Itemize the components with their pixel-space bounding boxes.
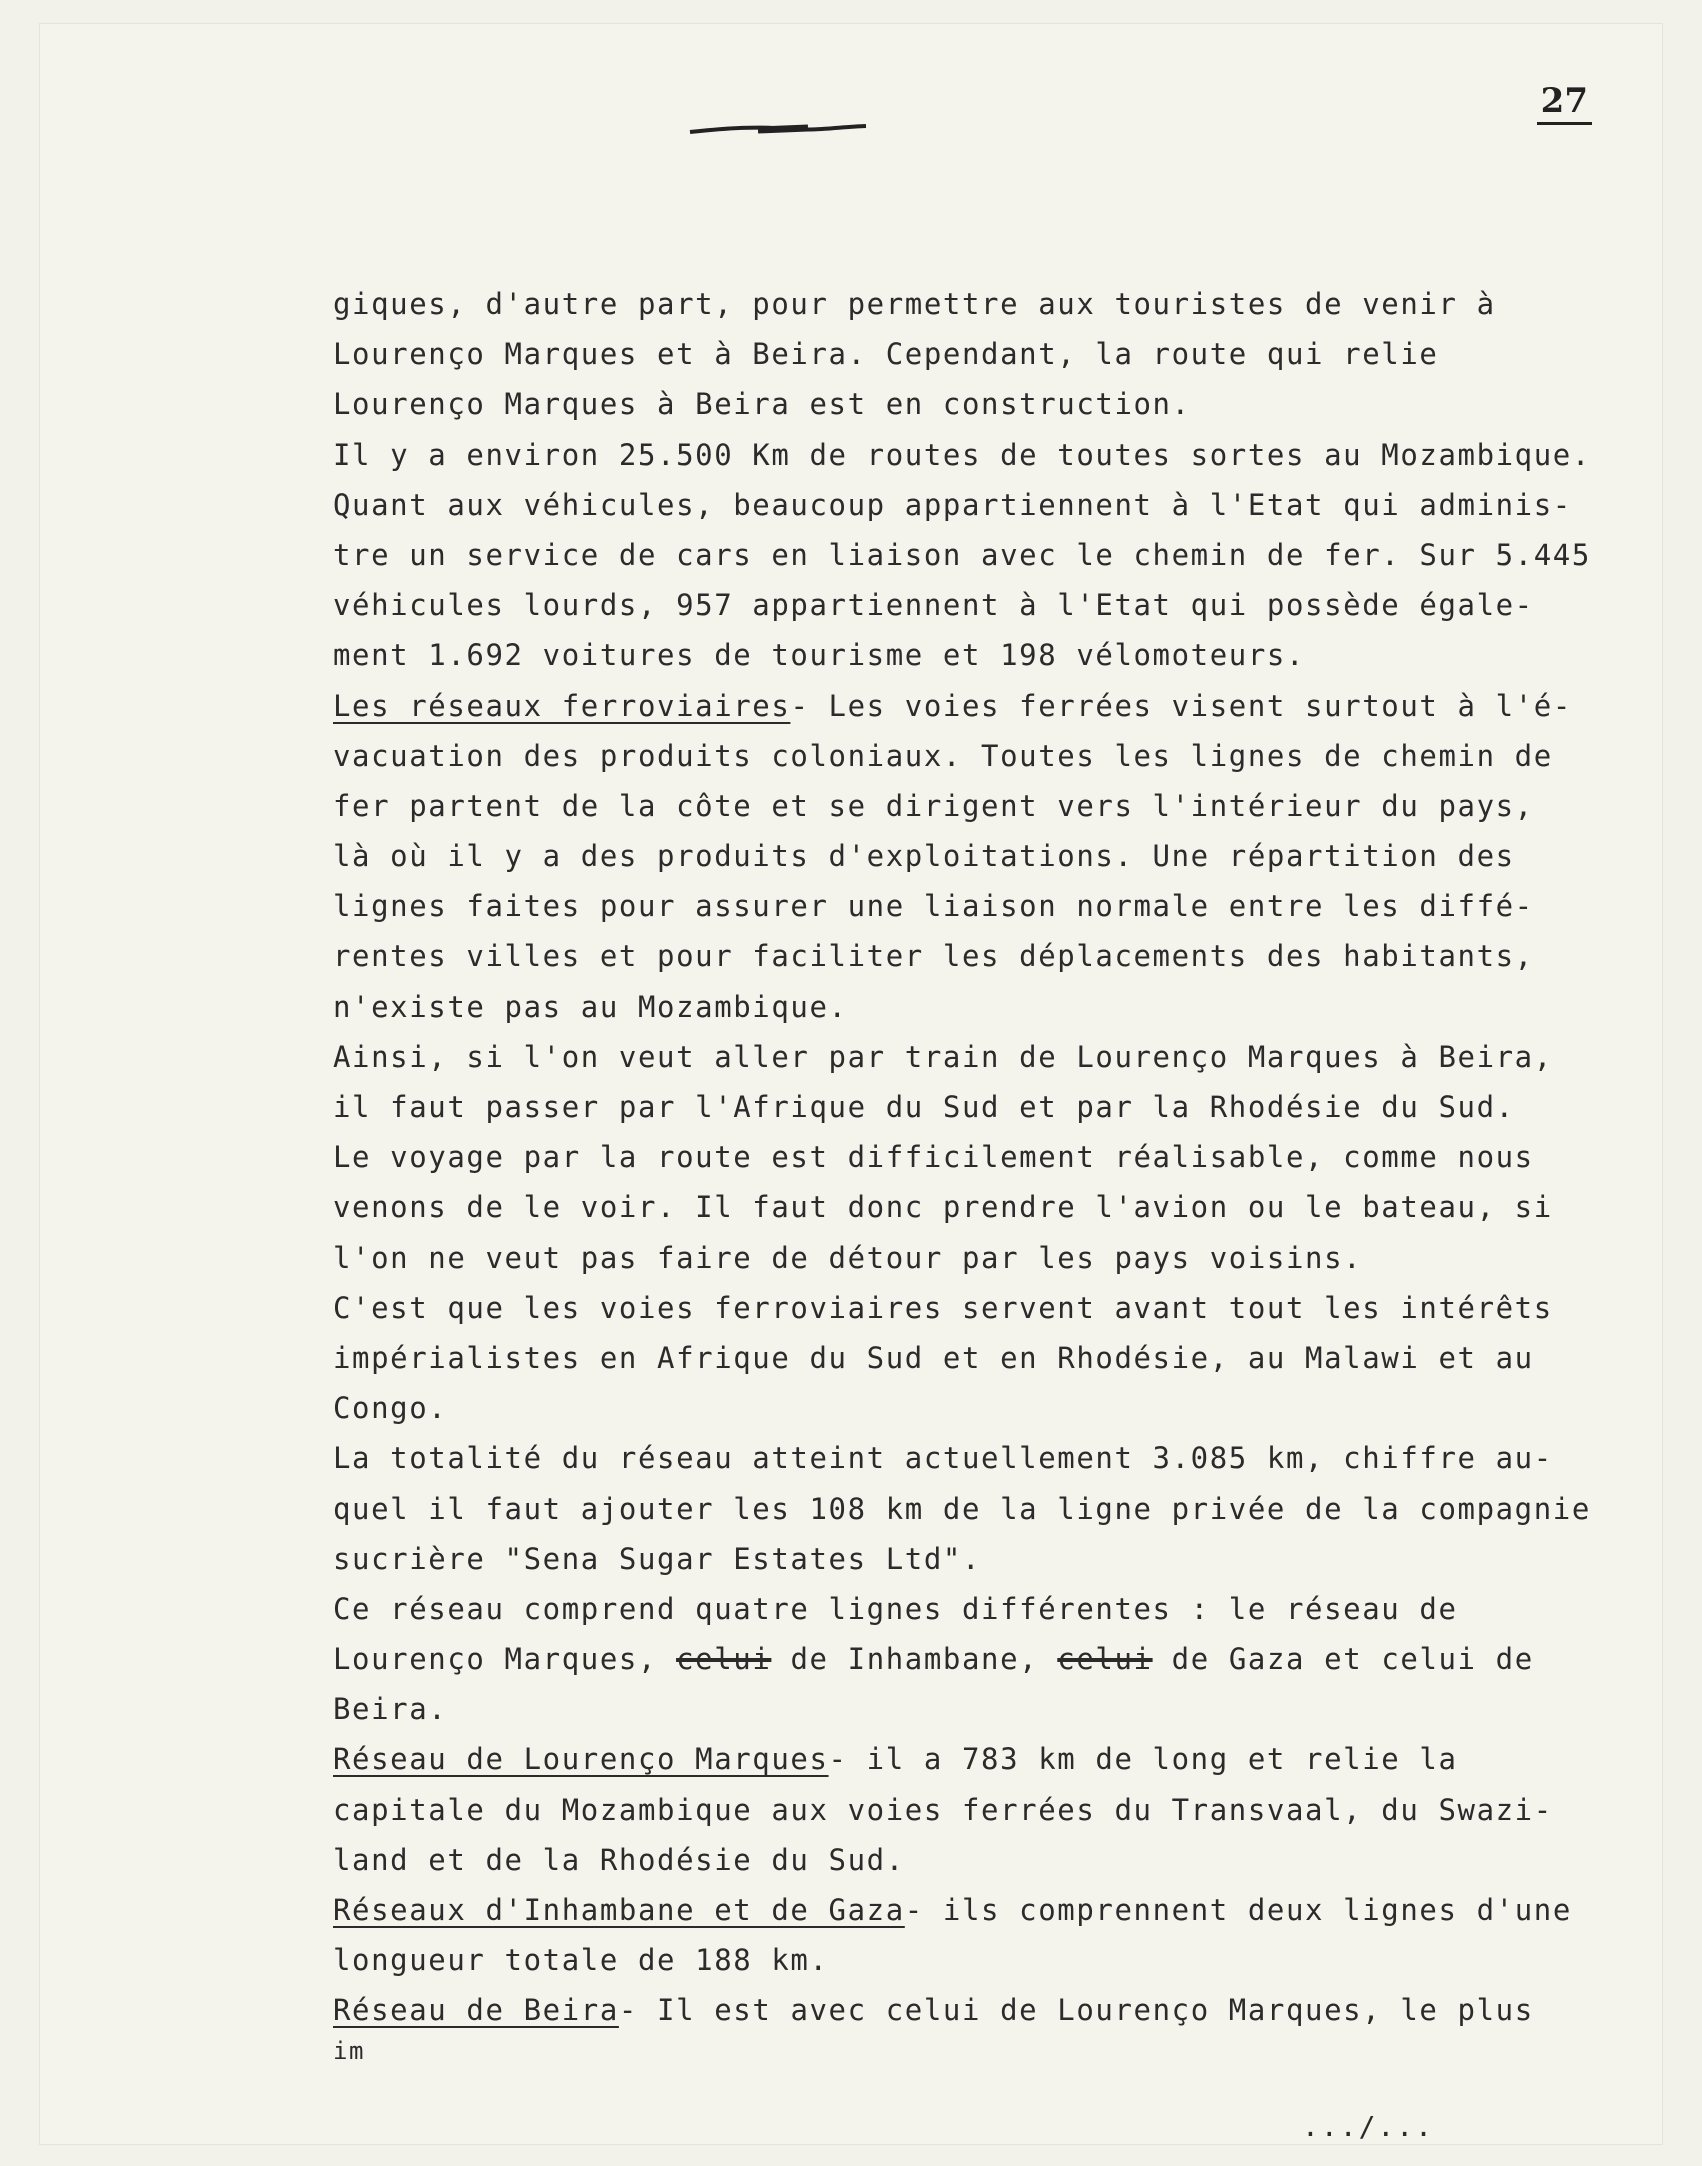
text-run: Lourenço Marques, [333,1642,677,1677]
text-line: Il y a environ 25.500 Km de routes de toutes sortes au Mozambique. [333,437,1591,472]
section-heading: Réseau de Beira [333,1993,619,2028]
text-line: giques, d'autre part, pour permettre aux touristes de venir à [333,287,1496,321]
text-line: capitale du Mozambique aux voies ferrées du Transvaal, du Swazi- [333,1792,1553,1827]
text-run: - ils comprennent deux lignes d'une [904,1893,1572,1927]
text-line: impérialistes en Afrique du Sud et en Rhodésie, au Malawi et au [333,1340,1534,1375]
text-run: de Inhambane, [771,1642,1058,1677]
text-line: Lourenço Marques et à Beira. Cependant, la route qui relie [333,337,1439,372]
text-line: rentes villes et pour faciliter les déplacements des habitants, [333,939,1534,974]
section-heading-line [333,681,1702,731]
text-line: Ce réseau comprend quatre lignes différentes : le réseau de [333,1591,1458,1626]
text-line: fer partent de la côte et se dirigent vers l'intérieur du pays, [333,788,1534,823]
text-line: land et de la Rhodésie du Sud. [333,1842,905,1877]
text-run: - Il est avec celui de Lourenço Marques, le plus [618,1993,1534,2028]
text-line: venons de le voir. Il faut donc prendre l'avion ou le bateau, si [333,1190,1553,1225]
text-run: - il a 783 km de long et relie la [828,1742,1458,1777]
text-line: longueur totale de 188 km. [333,1943,829,1978]
struck-word: celui [676,1642,772,1677]
text-line: Le voyage par la route est difficilement réalisable, comme nous [333,1140,1534,1175]
section-heading-line [333,1734,1702,1784]
text-line: véhicules lourds, 957 appartiennent à l'Etat qui possède égale- [333,588,1534,623]
text-line: ment 1.692 voitures de tourisme et 198 vélomoteurs. [333,638,1306,673]
section-heading-line [333,1885,1702,1935]
text-line: l'on ne veut pas faire de détour par les pays voisins. [333,1240,1363,1275]
text-line: là où il y a des produits d'exploitations. Une répartition des [333,839,1515,874]
struck-word: celui [1057,1642,1153,1677]
text-run: - Les voies ferrées visent surtout à l'é- [790,688,1572,723]
section-heading: Réseaux d'Inhambane et de Gaza [333,1893,905,1927]
continuation-marker: .../... [1302,2110,1435,2143]
text-line: Lourenço Marques à Beira est en construction. [333,387,1191,422]
text-line-with-strikeouts [333,1634,1702,1684]
text-line: vacuation des produits coloniaux. Toutes les lignes de chemin de [333,738,1553,773]
text-line: sucrière "Sena Sugar Estates Ltd". [333,1541,982,1576]
section-heading: Les réseaux ferroviaires [333,688,791,723]
text-line: Beira. [333,1692,448,1727]
text-line: tre un service de cars en liaison avec le chemin de fer. Sur 5.445 [333,537,1591,572]
crossed-out-page-number-mark [688,120,868,140]
text-line: C'est que les voies ferroviaires servent avant tout les intérêts [333,1290,1553,1325]
margin-note: im [333,2036,366,2065]
section-heading: Réseau de Lourenço Marques [333,1742,829,1777]
text-line: Ainsi, si l'on veut aller par train de Lourenço Marques à Beira, [333,1039,1553,1074]
text-line: quel il faut ajouter les 108 km de la ligne privée de la compagnie [333,1491,1591,1526]
text-run: de Gaza et celui de [1152,1642,1534,1677]
document-page [40,24,1662,2144]
text-line: il faut passer par l'Afrique du Sud et par la Rhodésie du Sud. [333,1090,1515,1124]
page-number: 27 [1537,84,1592,125]
text-line: n'existe pas au Mozambique. [333,989,848,1024]
text-line: Congo. [333,1391,448,1426]
text-line: Quant aux véhicules, beaucoup appartiennent à l'Etat qui adminis- [333,487,1572,522]
text-line: La totalité du réseau atteint actuellement 3.085 km, chiffre au- [333,1441,1553,1476]
section-heading-line [333,1985,1702,2035]
typed-body-text [333,279,1702,2066]
text-line: lignes faites pour assurer une liaison normale entre les diffé- [333,889,1534,924]
